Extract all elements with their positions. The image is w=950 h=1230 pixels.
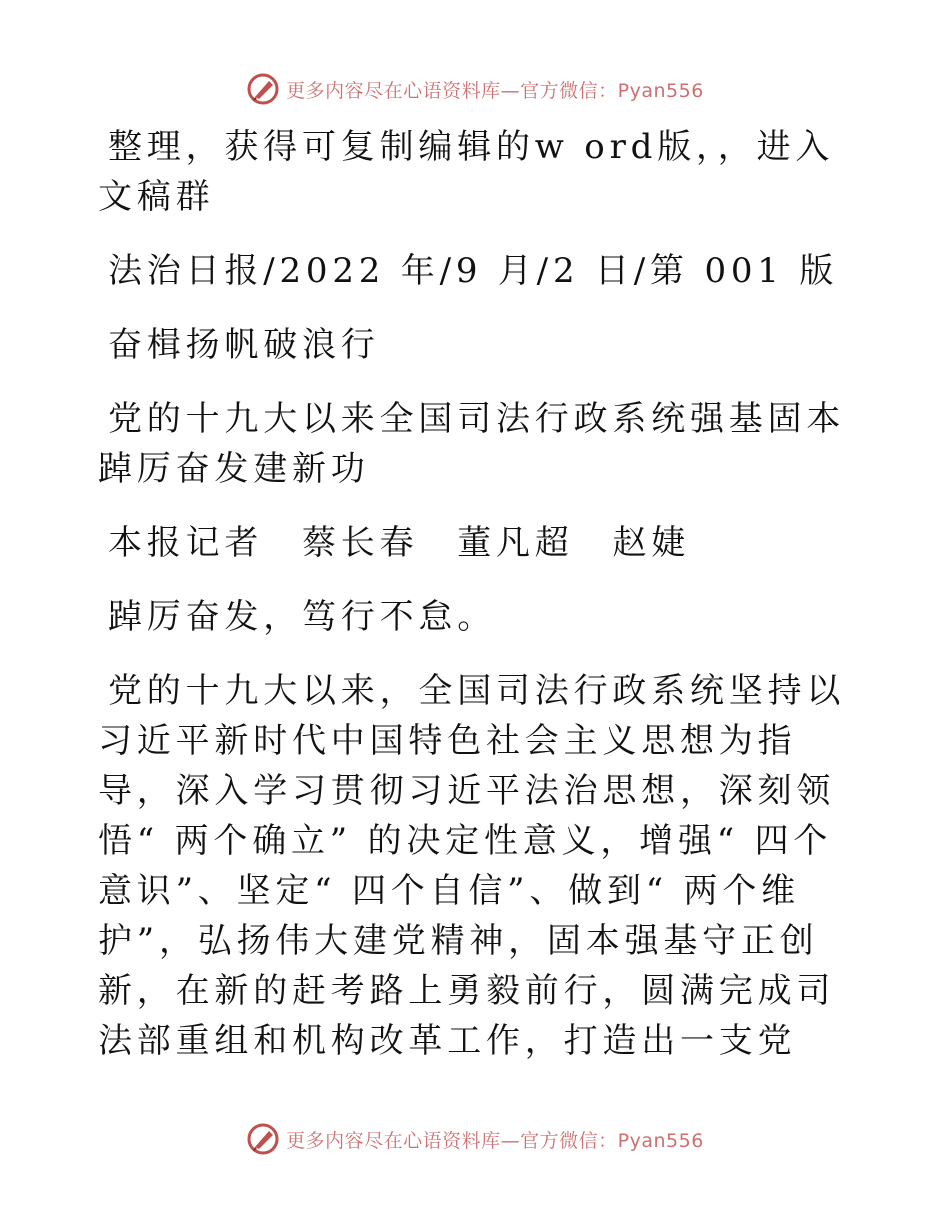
article-subtitle: 党的十九大以来全国司法行政系统强基固本踔厉奋发建新功 <box>98 399 846 489</box>
body-paragraph: 党的十九大以来，全国司法行政系统坚持以习近平新时代中国特色社会主义思想为指导，深入学习贯彻习近平法治思想，深刻领悟“ 两个确立” 的决定性意义，增强“ 四个意识”、坚定“ 四个自信”、做到“ 两个维护”，弘扬伟大建党精神，固本强基守正创新，在新的赶考路上勇毅前行，圆满完成司法部重组和机构改革工作，打造出一支党 <box>98 671 846 1061</box>
lead-sentence: 踔厉奋发，笃行不怠。 <box>108 597 496 637</box>
watermark-footer <box>0 1122 950 1156</box>
pen-logo-icon <box>246 72 280 106</box>
watermark-text: 更多内容尽在心语资料库—官方微信：Pyan556 <box>286 1129 704 1152</box>
watermark-text: 更多内容尽在心语资料库—官方微信：Pyan556 <box>286 79 704 102</box>
watermark-header <box>0 72 950 106</box>
document-body <box>98 122 850 1066</box>
article-title: 奋楫扬帆破浪行 <box>108 325 380 365</box>
pen-logo-icon <box>246 1122 280 1156</box>
intro-line: 整理，获得可复制编辑的w ord版，，进入文稿群 <box>98 127 835 217</box>
byline: 本报记者 蔡长春 董凡超 赵婕 <box>108 523 690 563</box>
publication-info: 法治日报/2022 年/9 月/2 日/第 001 版 <box>108 251 839 291</box>
